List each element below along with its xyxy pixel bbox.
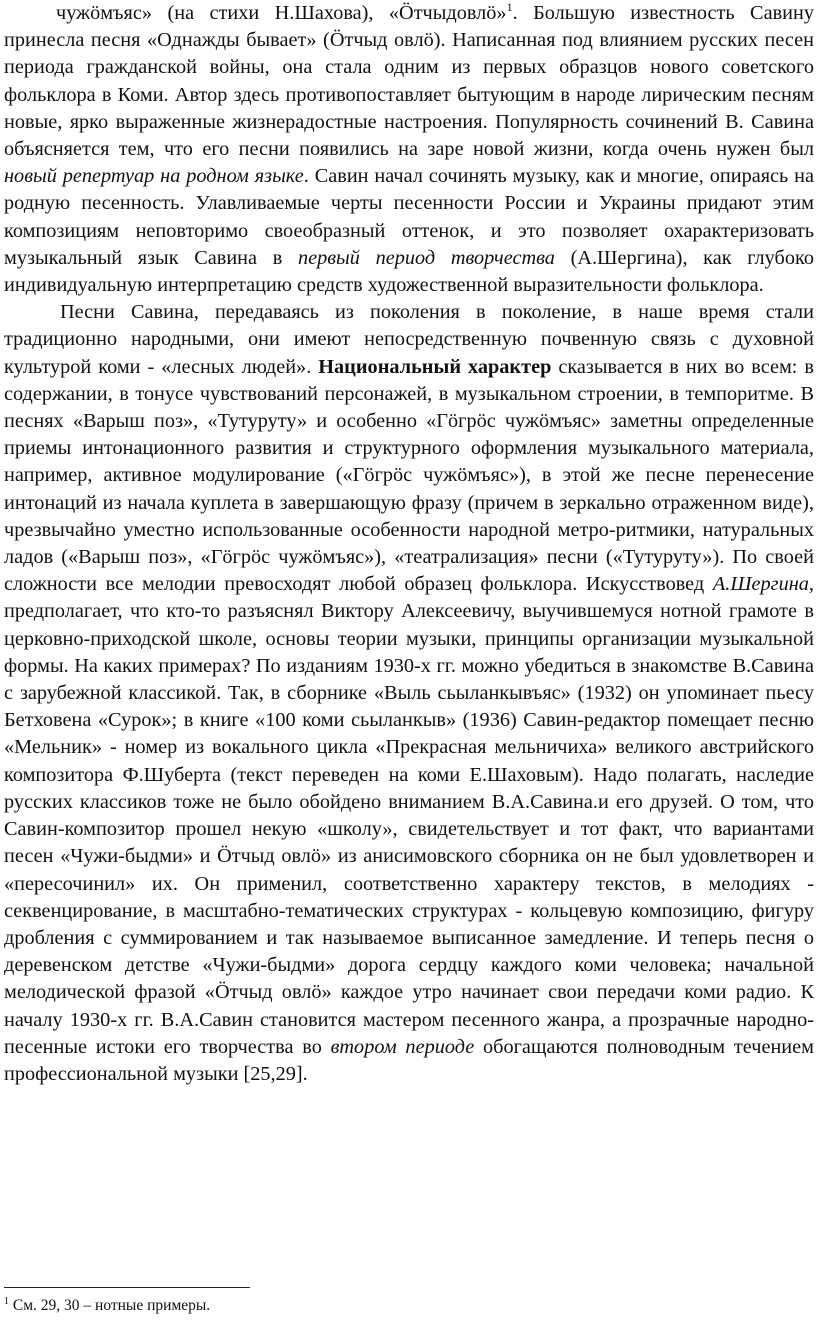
paragraph-2-text-1: Песни Савина, передаваясь из поколения в поколение, в наше время стали традиционно народными, они имеют непосредственную почвенную связь с духовной культурой коми - «лесных людей». bbox=[4, 301, 814, 378]
paragraph-1 bbox=[4, 0, 814, 299]
footnote-separator bbox=[4, 1287, 250, 1288]
footnote-text: См. 29, 30 – нотные примеры. bbox=[9, 1297, 211, 1314]
body-text bbox=[4, 0, 814, 1088]
paragraph-1-text-1: чужӧмъяс» (на стихи Н.Шахова), «Ӧтчыдовлӧ» bbox=[56, 2, 507, 24]
paragraph-2-emphasis-1: А.Шергина bbox=[712, 573, 809, 596]
footnote bbox=[4, 1296, 704, 1316]
paragraph-1-emphasis-1: новый репертуар на родном языке bbox=[4, 165, 304, 188]
paragraph-1-text-4: (А.Шергина), как глубоко индивидуальную интерпретацию средств художественной выразительности фольклора. bbox=[4, 246, 814, 297]
paragraph-2 bbox=[4, 299, 814, 1088]
paragraph-1-text-2: . Большую известность Савину принесла песня «Однажды бывает» (Ӧтчыд овлӧ). Написанная под влиянием русских песен периода гражданской войны, она стала одним из первых образцов нового советского фольклора в Коми. Автор здесь противопоставляет бытующим в народе лирическим песням новые, ярко выраженные жизнерадостные настроения. Популярность сочинений В. Савина объясняется тем, что его песни появились на заре новой жизни, когда очень нужен был bbox=[4, 2, 815, 161]
footnote-mark: 1 bbox=[4, 1295, 9, 1307]
paragraph-2-emphasis-2: втором периоде bbox=[330, 1035, 475, 1058]
paragraph-2-text-4: обогащаются полноводным течением профессиональной музыки [25,29]. bbox=[4, 1035, 814, 1085]
paragraph-2-text-3: , предполагает, что кто-то разъяснял Виктору Алексеевичу, выучившемуся нотной грамоте в церковно-приходской школе, основы теории музыки, принципы организации музыкальной формы. На каких примерах? По изданиям 1930-х гг. можно убедиться в знакомстве В.Савина с зарубежной классикой. Так, в сборнике «Выль сьыланкывъяс» (1932) он упоминает пьесу Бетховена «Сурок»; в книге «100 коми сьыланкыв» (1936) Савин-редактор помещает песню «Мельник» - номер из вокального цикла «Прекрасная мельничиха» великого австрийского композитора Ф.Шуберта (текст переведен на коми Е.Шаховым). Надо полагать, наследие русских классиков тоже не было обойдено вниманием В.А.Савина.и его друзей. О том, что Савин-композитор прошел некую «школу», свидетельствует и тот факт, что вариантами песен «Чужи-быдми» и Ӧтчыд овлӧ» из анисимовского сборника он не был удовлетворен и «пересочинил» их. Он применил, соответственно характеру текстов, в мелодиях - секвенцирование, в масштабно-тематических структурах - кольцевую композицию, фигуру дробления с суммированием и так называемое выписанное замедление. И теперь песня о деревенском детстве «Чужи-быдми» дорога сердцу каждого коми человека; начальной мелодической фразой «Ӧтчыд овлӧ» каждое утро начинает свои передачи коми радио. К началу 1930-х гг. В.А.Савин становится мастером песенного жанра, а прозрачные народно-песенные истоки его творчества во bbox=[4, 573, 814, 1058]
paragraph-2-text-2: сказывается в них во всем: в содержании, в тонусе чувствований персонажей, в музыкальном строении, в темпоритме. В песнях «Варыш поз», «Тутуруту» и особенно «Гӧгрӧс чужӧмъяс» заметны определенные приемы интонационного развития и структурного оформления музыкального материала, например, активное модулирование («Гӧгрӧс чужӧмъяс»), в этой же песне перенесение интонаций из начала куплета в завершающую фразу (причем в зеркально отраженном виде), чрезвычайно уместно использованные особенности народной метро-ритмики, натуральных ладов («Варыш поз», «Гӧгрӧс чужӧмъяс»), «театрализация» песни («Тутуруту»). По своей сложности все мелодии превосходят любой образец фольклора. Искусствовед bbox=[4, 355, 814, 596]
paragraph-2-bold-term: Национальный характер bbox=[318, 355, 552, 378]
footnote-reference[interactable]: 1 bbox=[506, 0, 513, 15]
paragraph-1-text-3: . Савин начал сочинять музыку, как и многие, опираясь на родную песенность. Улавливаемые черты песенности России и Украины придают этим композициям неповторимо своеобразный оттенок, и это позволяет охарактеризовать музыкальный язык Савина в bbox=[4, 165, 814, 269]
paragraph-1-emphasis-2: первый период творчества bbox=[297, 246, 555, 269]
